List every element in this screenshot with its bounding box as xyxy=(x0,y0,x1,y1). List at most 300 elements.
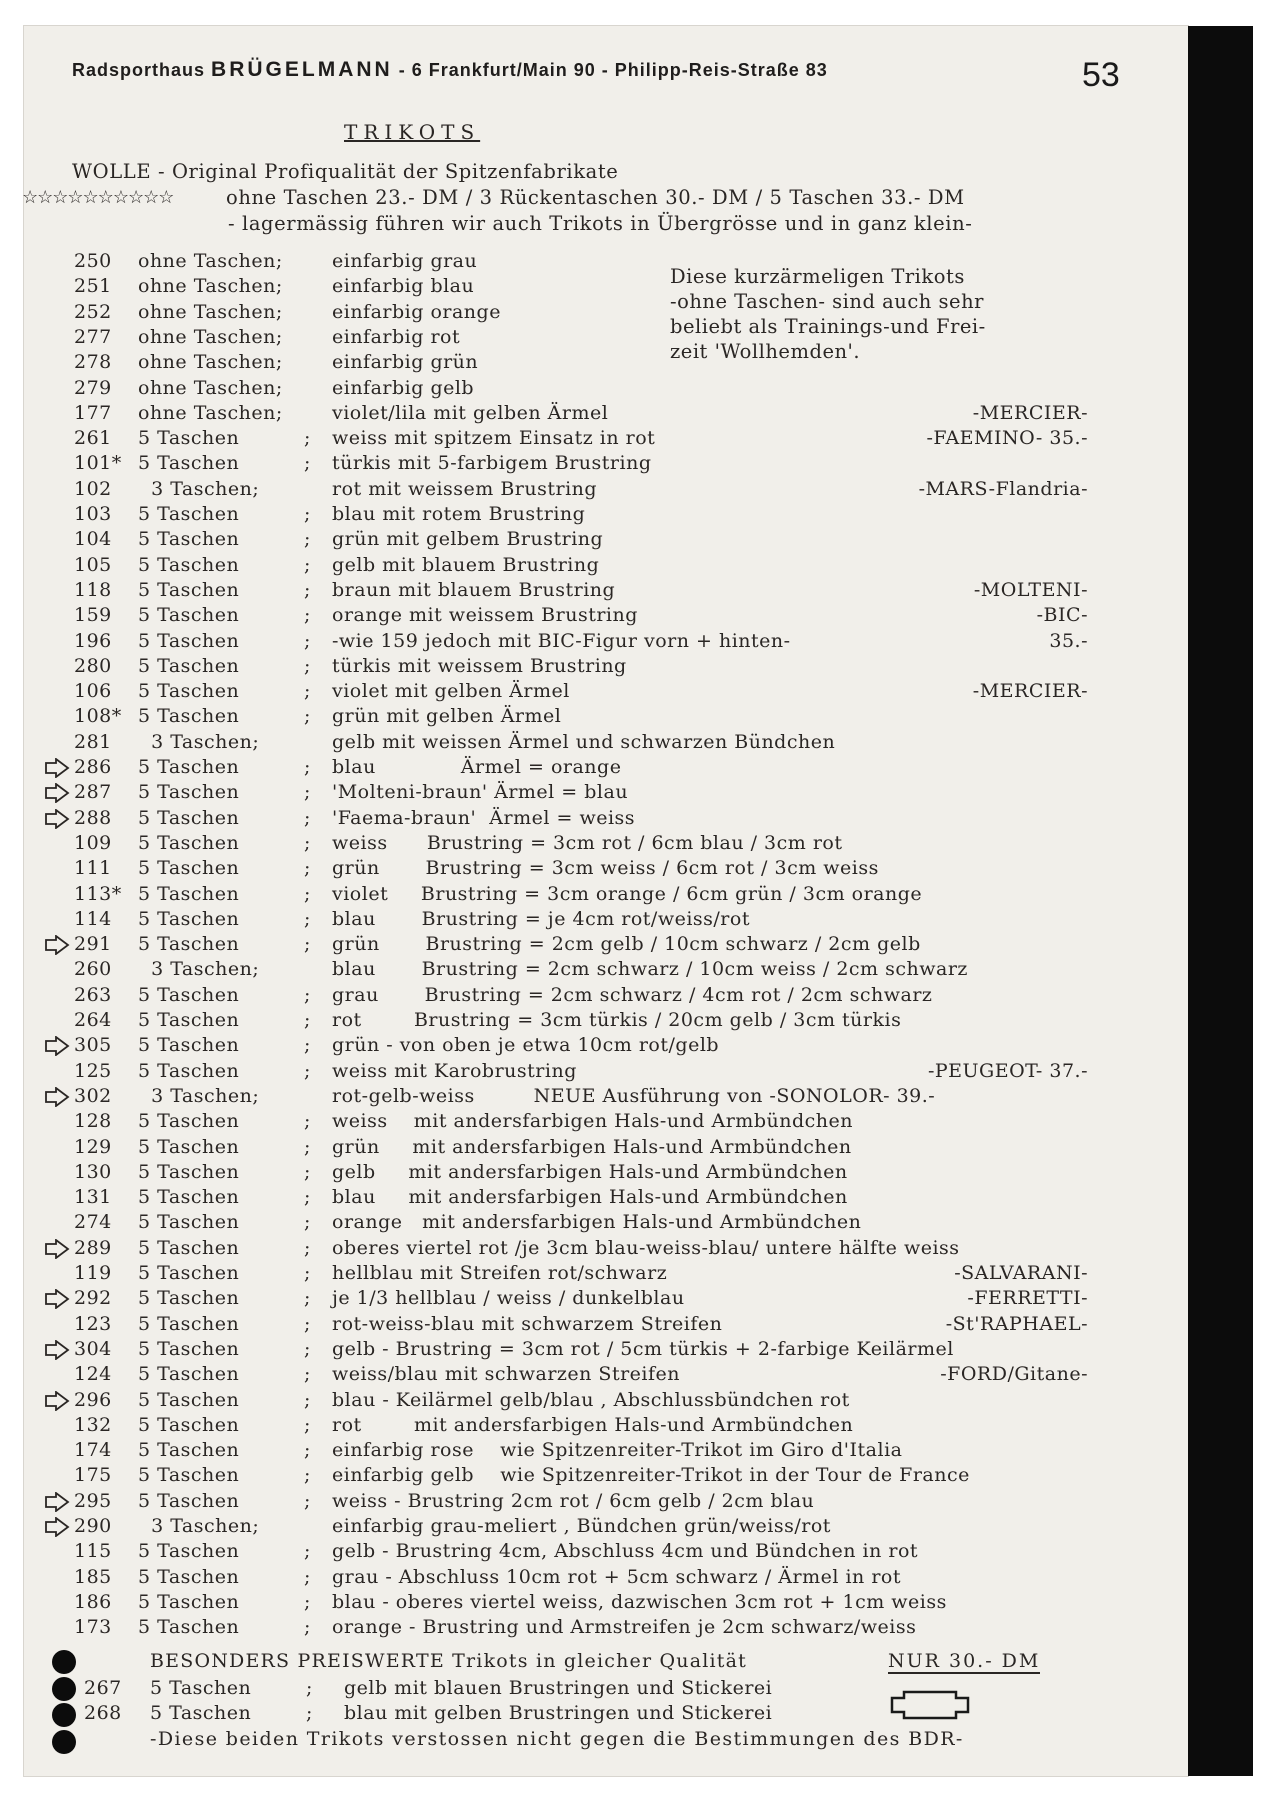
item-row xyxy=(0,1515,1188,1540)
side-note-line: Diese kurzärmeligen Trikots xyxy=(670,265,965,288)
item-number: 118 xyxy=(74,578,112,601)
item-row xyxy=(0,1085,1188,1110)
item-row xyxy=(0,1034,1188,1059)
bullet-dot xyxy=(52,1730,76,1754)
item-pockets: 5 Taschen xyxy=(138,1590,240,1613)
item-row xyxy=(0,250,1188,275)
item-description: türkis mit weissem Brustring xyxy=(332,654,627,677)
item-row xyxy=(0,1161,1188,1186)
item-number: 174 xyxy=(74,1439,112,1462)
item-pockets: 5 Taschen xyxy=(138,1388,240,1411)
item-description: einfarbig gelb wie Spitzenreiter-Trikot in der Tour de France xyxy=(332,1464,970,1487)
item-pockets: 3 Taschen; xyxy=(138,1084,260,1107)
item-separator: ; xyxy=(304,452,311,475)
item-description: einfarbig grau-meliert , Bündchen grün/weiss/rot xyxy=(332,1515,831,1537)
item-separator: ; xyxy=(304,857,311,880)
item-description: violet/lila mit gelben Ärmel xyxy=(332,401,609,424)
item-row xyxy=(0,1338,1188,1363)
item-pockets: 5 Taschen xyxy=(138,705,240,728)
item-separator: ; xyxy=(304,654,311,677)
embroidery-badge-icon xyxy=(890,1688,970,1722)
item-separator: ; xyxy=(304,781,311,804)
item-number: 114 xyxy=(74,907,112,930)
item-number: 296 xyxy=(74,1388,112,1411)
item-pockets: ohne Taschen; xyxy=(138,401,283,424)
item-number: 292 xyxy=(74,1287,112,1310)
item-pockets: 5 Taschen xyxy=(138,1337,240,1360)
item-description: -wie 159 jedoch mit BIC-Figur vorn + hinten- xyxy=(332,629,791,652)
item-pockets: 3 Taschen; xyxy=(138,730,260,753)
item-pockets: 5 Taschen xyxy=(138,1236,240,1259)
pointer-arrow-icon xyxy=(44,1517,70,1537)
item-row xyxy=(0,1389,1188,1414)
item-row xyxy=(0,832,1188,857)
quality-stars: ☆☆☆☆☆☆☆☆☆☆ xyxy=(22,187,174,208)
item-number: 252 xyxy=(74,300,112,323)
item-pockets: 5 Taschen xyxy=(138,1034,240,1057)
item-description: grau - Abschluss 10cm rot + 5cm schwarz / Ärmel in rot xyxy=(332,1565,901,1588)
item-number: 131 xyxy=(74,1186,112,1209)
item-pockets: 5 Taschen xyxy=(138,528,240,551)
item-separator: ; xyxy=(304,831,311,854)
item-description: einfarbig blau xyxy=(332,275,475,298)
item-separator: ; xyxy=(304,1059,311,1082)
item-pockets: 5 Taschen xyxy=(138,452,240,475)
item-brand-price: -St'RAPHAEL- xyxy=(945,1312,1088,1335)
item-row xyxy=(0,630,1188,655)
item-pockets: 5 Taschen xyxy=(138,1211,240,1234)
item-row xyxy=(0,883,1188,908)
item-pockets: 3 Taschen; xyxy=(138,1515,260,1537)
item-pockets: 5 Taschen xyxy=(138,983,240,1006)
item-separator: ; xyxy=(306,1702,313,1724)
item-separator: ; xyxy=(304,1439,311,1462)
item-description: orange mit weissem Brustring xyxy=(332,604,638,627)
item-separator: ; xyxy=(304,604,311,627)
item-number: 304 xyxy=(74,1337,112,1360)
item-description: oberes viertel rot /je 3cm blau-weiss-blau/ untere hälfte weiss xyxy=(332,1236,960,1259)
item-number: 295 xyxy=(74,1489,112,1512)
item-description: blau - Keilärmel gelb/blau , Abschlussbündchen rot xyxy=(332,1388,850,1411)
item-number: 261 xyxy=(74,427,112,450)
item-number: 175 xyxy=(74,1464,112,1487)
item-number: 108* xyxy=(74,705,122,728)
item-row xyxy=(0,958,1188,983)
item-row xyxy=(0,452,1188,477)
item-pockets: 5 Taschen xyxy=(150,1702,252,1724)
item-row xyxy=(0,1211,1188,1236)
item-number: 177 xyxy=(74,401,112,424)
item-description: blau mit gelben Brustringen und Stickerei xyxy=(344,1702,773,1724)
item-row xyxy=(0,1591,1188,1616)
item-number: 250 xyxy=(74,250,112,272)
item-number: 104 xyxy=(74,528,112,551)
item-pockets: 5 Taschen xyxy=(138,1262,240,1284)
item-row xyxy=(0,326,1188,351)
item-brand-price: -BIC- xyxy=(1036,604,1088,627)
item-number: 111 xyxy=(74,857,112,880)
item-pockets: 5 Taschen xyxy=(138,1312,240,1335)
item-number: 305 xyxy=(74,1034,112,1057)
item-pockets: 5 Taschen xyxy=(138,1439,240,1462)
intro-line-3: - lagermässig führen wir auch Trikots in Übergrösse und in ganz klein- xyxy=(228,212,973,235)
side-note-line: beliebt als Trainings-und Frei- xyxy=(670,315,986,338)
item-number: 302 xyxy=(74,1084,112,1107)
item-description: rot-weiss-blau mit schwarzem Streifen xyxy=(332,1312,723,1335)
item-row xyxy=(0,1136,1188,1161)
item-separator: ; xyxy=(304,1110,311,1133)
item-row xyxy=(0,1439,1188,1464)
item-description: grün Brustring = 2cm gelb / 10cm schwarz / 2cm gelb xyxy=(332,933,921,956)
item-pockets: 5 Taschen xyxy=(138,1464,240,1487)
item-number: 263 xyxy=(74,983,112,1006)
intro-line-1: WOLLE - Original Profiqualität der Spitzenfabrikate xyxy=(72,160,619,183)
item-description: gelb - Brustring = 3cm rot / 5cm türkis + 2-farbige Keilärmel xyxy=(332,1337,954,1360)
item-number: 289 xyxy=(74,1236,112,1259)
item-number: 286 xyxy=(74,756,112,778)
item-separator: ; xyxy=(304,1160,311,1183)
item-pockets: 5 Taschen xyxy=(138,806,240,829)
item-pockets: 3 Taschen; xyxy=(138,477,260,500)
item-brand-price: -MERCIER- xyxy=(972,401,1088,424)
item-pockets: 5 Taschen xyxy=(138,1565,240,1588)
item-number: 105 xyxy=(74,553,112,576)
side-note-line: zeit 'Wollhemden'. xyxy=(670,340,861,363)
pointer-arrow-icon xyxy=(44,783,70,803)
item-pockets: 5 Taschen xyxy=(138,1009,240,1031)
item-separator: ; xyxy=(304,1590,311,1613)
item-row xyxy=(0,275,1188,300)
item-separator: ; xyxy=(304,907,311,930)
brand-name: BRÜGELMANN xyxy=(211,58,393,81)
item-row xyxy=(0,680,1188,705)
item-row xyxy=(0,1464,1188,1489)
item-separator: ; xyxy=(304,1489,311,1512)
item-separator: ; xyxy=(304,705,311,728)
item-row xyxy=(0,655,1188,680)
item-description: grün mit gelbem Brustring xyxy=(332,528,604,551)
pointer-arrow-icon xyxy=(44,1391,70,1411)
item-number: 103 xyxy=(74,503,112,525)
item-number: 280 xyxy=(74,654,112,677)
item-number: 278 xyxy=(74,351,112,374)
item-description: einfarbig rot xyxy=(332,325,461,348)
item-description: grün mit andersfarbigen Hals-und Armbündchen xyxy=(332,1135,852,1158)
item-number: 251 xyxy=(74,275,112,298)
item-pockets: 5 Taschen xyxy=(138,756,240,778)
item-pockets: 5 Taschen xyxy=(138,629,240,652)
item-number: 102 xyxy=(74,477,112,500)
item-row xyxy=(0,554,1188,579)
item-description: 'Faema-braun' Ärmel = weiss xyxy=(332,806,636,829)
item-description: orange mit andersfarbigen Hals-und Armbündchen xyxy=(332,1211,862,1234)
item-description: blau mit andersfarbigen Hals-und Armbündchen xyxy=(332,1186,848,1209)
item-number: 274 xyxy=(74,1211,112,1234)
item-number: 115 xyxy=(74,1540,112,1563)
item-number: 125 xyxy=(74,1059,112,1082)
item-row xyxy=(0,351,1188,376)
item-row xyxy=(0,857,1188,882)
item-description: weiss mit spitzem Einsatz in rot xyxy=(332,427,656,450)
item-row xyxy=(0,377,1188,402)
item-row xyxy=(0,402,1188,427)
item-row xyxy=(0,1186,1188,1211)
item-pockets: 5 Taschen xyxy=(138,907,240,930)
item-row xyxy=(0,579,1188,604)
item-pockets: 5 Taschen xyxy=(138,857,240,880)
item-pockets: 3 Taschen; xyxy=(138,958,260,981)
item-separator: ; xyxy=(304,1034,311,1057)
item-pockets: 5 Taschen xyxy=(138,503,240,525)
item-separator: ; xyxy=(304,1135,311,1158)
item-brand-price: -MOLTENI- xyxy=(973,578,1088,601)
section-title: TRIKOTS xyxy=(344,120,481,144)
item-row xyxy=(0,1313,1188,1338)
item-description: einfarbig grün xyxy=(332,351,479,374)
item-description: blau Brustring = je 4cm rot/weiss/rot xyxy=(332,907,750,930)
item-row xyxy=(0,933,1188,958)
item-description: hellblau mit Streifen rot/schwarz xyxy=(332,1262,668,1284)
pointer-arrow-icon xyxy=(44,1289,70,1309)
item-row xyxy=(0,807,1188,832)
item-row xyxy=(0,1566,1188,1591)
item-row xyxy=(0,1414,1188,1439)
item-separator: ; xyxy=(304,1211,311,1234)
item-description: violet mit gelben Ärmel xyxy=(332,680,570,703)
item-description: weiss/blau mit schwarzen Streifen xyxy=(332,1363,680,1386)
pointer-arrow-icon xyxy=(44,1340,70,1360)
item-separator: ; xyxy=(304,528,311,551)
item-row xyxy=(0,478,1188,503)
item-description: violet Brustring = 3cm orange / 6cm grün / 3cm orange xyxy=(332,882,923,905)
pointer-arrow-icon xyxy=(44,758,70,778)
item-separator: ; xyxy=(304,1388,311,1411)
item-description: blau mit rotem Brustring xyxy=(332,503,586,525)
item-pockets: 5 Taschen xyxy=(138,578,240,601)
item-number: 186 xyxy=(74,1590,112,1613)
special-item-row xyxy=(0,1677,1188,1702)
special-price: NUR 30.- DM xyxy=(888,1650,1041,1672)
page-number: 53 xyxy=(1082,56,1120,94)
item-brand-price: -PEUGEOT- 37.- xyxy=(927,1059,1088,1082)
item-row xyxy=(0,984,1188,1009)
page-edge-bar xyxy=(1188,26,1253,1776)
item-row xyxy=(0,604,1188,629)
special-note: -Diese beiden Trikots verstossen nicht gegen die Bestimmungen des BDR- xyxy=(150,1728,964,1750)
item-pockets: 5 Taschen xyxy=(138,933,240,956)
item-description: gelb mit andersfarbigen Hals-und Armbündchen xyxy=(332,1160,848,1183)
item-separator: ; xyxy=(304,1186,311,1209)
item-row xyxy=(0,908,1188,933)
item-number: 196 xyxy=(74,629,112,652)
item-description: rot Brustring = 3cm türkis / 20cm gelb / 3cm türkis xyxy=(332,1009,902,1031)
item-row xyxy=(0,1237,1188,1262)
item-separator: ; xyxy=(304,1262,311,1284)
item-pockets: 5 Taschen xyxy=(138,781,240,804)
item-separator: ; xyxy=(304,1363,311,1386)
pointer-arrow-icon xyxy=(44,1036,70,1056)
item-brand-price: 35.- xyxy=(1049,629,1088,652)
item-separator: ; xyxy=(304,553,311,576)
item-brand-price: -SALVARANI- xyxy=(954,1262,1088,1284)
item-separator: ; xyxy=(304,629,311,652)
item-pockets: 5 Taschen xyxy=(138,1160,240,1183)
item-number: 290 xyxy=(74,1515,112,1537)
item-number: 260 xyxy=(74,958,112,981)
item-pockets: 5 Taschen xyxy=(138,1540,240,1563)
item-separator: ; xyxy=(304,983,311,1006)
item-separator: ; xyxy=(304,1413,311,1436)
item-number: 106 xyxy=(74,680,112,703)
item-pockets: ohne Taschen; xyxy=(138,300,283,323)
item-separator: ; xyxy=(304,503,311,525)
item-description: braun mit blauem Brustring xyxy=(332,578,616,601)
item-pockets: 5 Taschen xyxy=(138,1616,240,1639)
item-pockets: 5 Taschen xyxy=(150,1677,252,1699)
item-pockets: 5 Taschen xyxy=(138,831,240,854)
intro-line-2: ohne Taschen 23.- DM / 3 Rückentaschen 30.- DM / 5 Taschen 33.- DM xyxy=(226,186,965,209)
item-description: 'Molteni-braun' Ärmel = blau xyxy=(332,781,629,804)
item-separator: ; xyxy=(304,1312,311,1335)
item-pockets: ohne Taschen; xyxy=(138,376,283,399)
item-row xyxy=(0,1287,1188,1312)
item-description: blau Brustring = 2cm schwarz / 10cm weiss / 2cm schwarz xyxy=(332,958,968,981)
item-number: 291 xyxy=(74,933,112,956)
item-pockets: 5 Taschen xyxy=(138,553,240,576)
item-description: weiss mit Karobrustring xyxy=(332,1059,577,1082)
item-pockets: 5 Taschen xyxy=(138,1363,240,1386)
item-brand-price: -MARS-Flandria- xyxy=(918,477,1088,500)
item-pockets: 5 Taschen xyxy=(138,1413,240,1436)
item-row xyxy=(0,1110,1188,1135)
item-description: gelb mit blauen Brustringen und Stickerei xyxy=(344,1677,773,1699)
item-separator: ; xyxy=(304,1337,311,1360)
item-row xyxy=(0,1262,1188,1287)
pointer-arrow-icon xyxy=(44,1492,70,1512)
item-description: einfarbig grau xyxy=(332,250,478,272)
item-number: 159 xyxy=(74,604,112,627)
item-row xyxy=(0,1616,1188,1641)
item-description: gelb mit blauem Brustring xyxy=(332,553,600,576)
item-brand-price: -FORD/Gitane- xyxy=(940,1363,1088,1386)
item-number: 130 xyxy=(74,1160,112,1183)
item-brand-price: -FERRETTI- xyxy=(967,1287,1088,1310)
item-row xyxy=(0,781,1188,806)
page-header xyxy=(72,58,828,82)
item-separator: ; xyxy=(304,578,311,601)
side-note-line: -ohne Taschen- sind auch sehr xyxy=(670,290,984,313)
item-pockets: 5 Taschen xyxy=(138,1059,240,1082)
item-separator: ; xyxy=(304,427,311,450)
item-separator: ; xyxy=(304,1464,311,1487)
item-number: 281 xyxy=(74,730,112,753)
item-row xyxy=(0,1540,1188,1565)
pointer-arrow-icon xyxy=(44,1239,70,1259)
item-description: einfarbig rose wie Spitzenreiter-Trikot im Giro d'Italia xyxy=(332,1439,903,1462)
item-row xyxy=(0,503,1188,528)
pointer-arrow-icon xyxy=(44,935,70,955)
pointer-arrow-icon xyxy=(44,1087,70,1107)
item-separator: ; xyxy=(304,933,311,956)
item-description: orange - Brustring und Armstreifen je 2cm schwarz/weiss xyxy=(332,1616,917,1639)
bullet-dot xyxy=(52,1650,76,1674)
item-pockets: ohne Taschen; xyxy=(138,275,283,298)
item-description: grün - von oben je etwa 10cm rot/gelb xyxy=(332,1034,720,1057)
item-number: 173 xyxy=(74,1616,112,1639)
item-separator: ; xyxy=(304,1009,311,1031)
item-number: 277 xyxy=(74,325,112,348)
item-row xyxy=(0,731,1188,756)
item-description: grau Brustring = 2cm schwarz / 4cm rot / 2cm schwarz xyxy=(332,983,933,1006)
item-pockets: 5 Taschen xyxy=(138,1110,240,1133)
item-description: weiss Brustring = 3cm rot / 6cm blau / 3cm rot xyxy=(332,831,843,854)
item-number: 279 xyxy=(74,376,112,399)
item-row xyxy=(0,1363,1188,1388)
item-number: 124 xyxy=(74,1363,112,1386)
item-separator: ; xyxy=(304,1540,311,1563)
item-row xyxy=(0,528,1188,553)
item-row xyxy=(0,1490,1188,1515)
item-pockets: 5 Taschen xyxy=(138,1135,240,1158)
item-description: blau Ärmel = orange xyxy=(332,756,622,778)
item-number: 264 xyxy=(74,1009,112,1031)
item-pockets: 5 Taschen xyxy=(138,427,240,450)
item-separator: ; xyxy=(304,806,311,829)
item-separator: ; xyxy=(304,1565,311,1588)
item-pockets: 5 Taschen xyxy=(138,1489,240,1512)
item-description: türkis mit 5-farbigem Brustring xyxy=(332,452,652,475)
item-pockets: ohne Taschen; xyxy=(138,250,283,272)
item-pockets: 5 Taschen xyxy=(138,1287,240,1310)
item-number: 113* xyxy=(74,882,122,905)
item-pockets: ohne Taschen; xyxy=(138,351,283,374)
item-pockets: 5 Taschen xyxy=(138,604,240,627)
pointer-arrow-icon xyxy=(44,809,70,829)
item-description: rot mit andersfarbigen Hals-und Armbündchen xyxy=(332,1413,854,1436)
item-pockets: 5 Taschen xyxy=(138,680,240,703)
item-pockets: ohne Taschen; xyxy=(138,325,283,348)
item-description: weiss mit andersfarbigen Hals-und Armbündchen xyxy=(332,1110,853,1133)
item-number: 185 xyxy=(74,1565,112,1588)
special-item-row xyxy=(0,1702,1188,1727)
item-separator: ; xyxy=(304,756,311,778)
item-row xyxy=(0,427,1188,452)
item-description: gelb mit weissen Ärmel und schwarzen Bündchen xyxy=(332,730,836,753)
item-separator: ; xyxy=(306,1677,313,1699)
item-separator: ; xyxy=(304,1616,311,1639)
item-description: einfarbig gelb xyxy=(332,376,475,399)
item-separator: ; xyxy=(304,1287,311,1310)
item-number: 128 xyxy=(74,1110,112,1133)
item-description: rot mit weissem Brustring xyxy=(332,477,598,500)
item-number: 267 xyxy=(84,1677,122,1699)
item-number: 109 xyxy=(74,831,112,854)
item-pockets: 5 Taschen xyxy=(138,1186,240,1209)
item-number: 101* xyxy=(74,452,122,475)
item-description: grün mit gelben Ärmel xyxy=(332,705,562,728)
item-brand-price: -MERCIER- xyxy=(972,680,1088,703)
item-number: 129 xyxy=(74,1135,112,1158)
item-description: weiss - Brustring 2cm rot / 6cm gelb / 2cm blau xyxy=(332,1489,815,1512)
item-number: 119 xyxy=(74,1262,112,1284)
item-description: je 1/3 hellblau / weiss / dunkelblau xyxy=(332,1287,685,1310)
item-number: 132 xyxy=(74,1413,112,1436)
item-description: blau - oberes viertel weiss, dazwischen 3cm rot + 1cm weiss xyxy=(332,1590,947,1613)
item-description: grün Brustring = 3cm weiss / 6cm rot / 3cm weiss xyxy=(332,857,879,880)
item-row xyxy=(0,1060,1188,1085)
special-heading: BESONDERS PREISWERTE Trikots in gleicher Qualität xyxy=(150,1650,748,1672)
item-number: 123 xyxy=(74,1312,112,1335)
